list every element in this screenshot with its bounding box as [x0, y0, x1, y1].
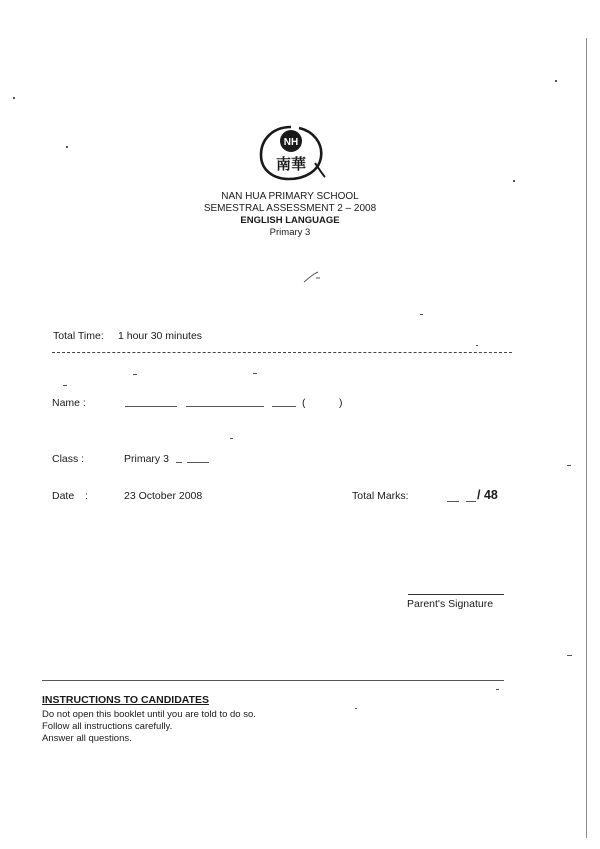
instruction-item: Follow all instructions carefully.: [42, 721, 173, 732]
name-blank: [186, 406, 264, 407]
total-marks-label: Total Marks:: [352, 490, 409, 502]
marks-blank: [447, 501, 459, 502]
date-label: Date: [52, 490, 75, 502]
signature-line: [408, 594, 504, 595]
assessment-title: SEMESTRAL ASSESSMENT 2 – 2008: [203, 203, 377, 214]
level-title: Primary 3: [269, 227, 311, 238]
class-blank: [187, 462, 209, 463]
instruction-item: Do not open this booklet until you are told to do so.: [42, 709, 256, 720]
school-name: NAN HUA PRIMARY SCHOOL: [221, 191, 359, 202]
total-time-label: Total Time:: [53, 330, 104, 342]
name-blank: [125, 406, 177, 407]
date-value: 23 October 2008: [124, 490, 203, 502]
class-blank: [176, 462, 182, 463]
stray-pen-mark: [302, 270, 324, 284]
scan-speck: [133, 374, 137, 375]
logo-chinese-text: 南華: [275, 155, 307, 173]
instructions-divider: [42, 680, 504, 681]
register-bracket-open: (: [302, 397, 306, 409]
date-colon: :: [85, 490, 88, 502]
parents-signature-label: Parent's Signature: [407, 598, 494, 610]
class-value: Primary 3: [124, 453, 169, 465]
class-label: Class :: [52, 453, 85, 465]
scan-speck: [496, 689, 499, 690]
total-time-value: 1 hour 30 minutes: [118, 330, 203, 342]
school-crest-icon: [255, 123, 327, 183]
name-label: Name :: [52, 397, 86, 409]
time-divider: [52, 352, 512, 353]
scan-speck: [513, 180, 515, 182]
scan-speck: [230, 438, 233, 439]
scan-speck: [567, 465, 571, 466]
subject-title: ENGLISH LANGUAGE: [240, 215, 340, 226]
logo-initials: NH: [283, 137, 299, 148]
scan-speck: [63, 385, 67, 386]
scan-speck: [555, 80, 557, 82]
register-bracket-close: ): [339, 397, 343, 409]
scan-speck: [13, 97, 15, 99]
instruction-item: Answer all questions.: [42, 733, 132, 744]
name-blank: [272, 406, 296, 407]
scan-speck: [355, 708, 357, 709]
marks-blank: [466, 501, 476, 502]
total-marks-out-of: / 48: [477, 488, 498, 502]
page-edge-rule: [586, 38, 587, 838]
scan-speck: [66, 146, 68, 148]
scan-speck: [253, 373, 257, 374]
scan-speck: [567, 655, 572, 656]
instructions-title: INSTRUCTIONS TO CANDIDATES: [42, 694, 210, 706]
scan-speck: [476, 345, 478, 346]
scan-speck: [420, 314, 423, 315]
